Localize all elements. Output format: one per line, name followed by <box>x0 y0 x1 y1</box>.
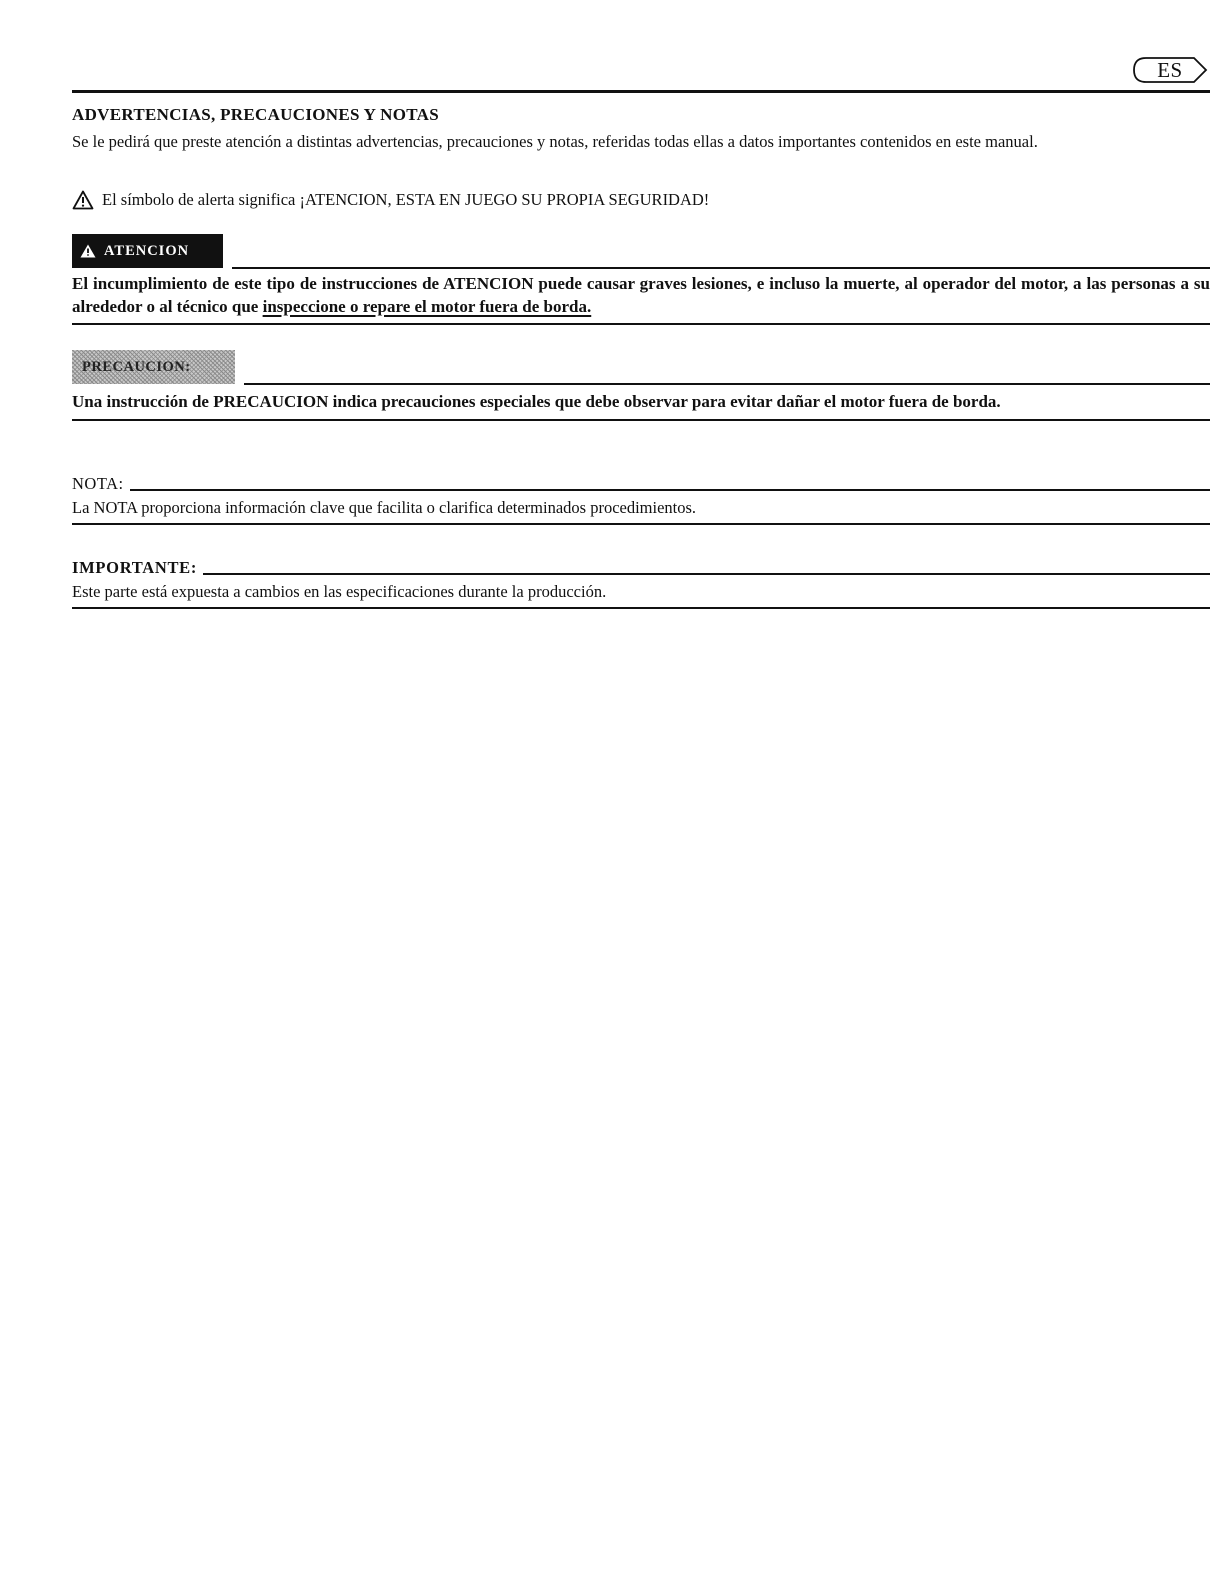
language-badge <box>1132 56 1208 84</box>
important-label: IMPORTANTE: <box>72 558 198 577</box>
caution-block <box>72 350 1210 421</box>
intro-paragraph: Se le pedirá que preste atención a distintas advertencias, precauciones y notas, referidas todas ellas a datos importantes contenidos en este manual. <box>72 132 1038 151</box>
warning-block <box>72 234 1210 325</box>
warning-label-rule <box>232 267 1210 269</box>
alert-statement-text: El símbolo de alerta significa ¡ATENCION, ESTA EN JUEGO SU PROPIA SEGURIDAD! <box>102 190 710 209</box>
important-label-rule <box>203 573 1210 575</box>
note-text: La NOTA proporciona información clave que facilita o clarifica determinados procedimientos. <box>72 498 697 517</box>
note-head <box>72 474 1210 494</box>
important-block <box>72 558 1210 609</box>
warning-label-row <box>72 234 1210 270</box>
warning-text-underlined: inspeccione o repare el motor fuera de borda. <box>262 297 592 316</box>
section-title: ADVERTENCIAS, PRECAUCIONES Y NOTAS <box>72 105 439 124</box>
caution-label-rule <box>244 383 1210 385</box>
caution-label-row <box>72 350 1210 386</box>
note-block <box>72 474 1210 525</box>
important-text: Este parte está expuesta a cambios en las especificaciones durante la producción. <box>72 582 607 601</box>
language-badge-text: ES <box>1157 58 1183 82</box>
intro-section <box>72 104 1210 153</box>
warning-bottom-rule <box>72 323 1210 325</box>
warning-label-icon <box>80 244 96 258</box>
warning-label-text: ATENCION <box>104 242 190 259</box>
note-label: NOTA: <box>72 474 124 493</box>
note-label-rule <box>130 489 1210 491</box>
caution-label: PRECAUCION: <box>72 350 235 384</box>
alert-statement-row <box>72 189 1210 211</box>
header-rule <box>72 90 1210 93</box>
note-bottom-rule <box>72 523 1210 525</box>
caution-bottom-rule <box>72 419 1210 421</box>
important-bottom-rule <box>72 607 1210 609</box>
warning-label <box>72 234 223 268</box>
caution-text: Una instrucción de PRECAUCION indica precauciones especiales que debe observar para evitar dañar el motor fuera de borda. <box>72 392 1001 411</box>
warning-text-main: El incumplimiento de este tipo de instrucciones de ATENCION puede causar graves lesiones, e incluso la muerte, al operador del motor, a las personas a su alrededor o al técnico que <box>72 274 1210 316</box>
important-head <box>72 558 1210 578</box>
warning-triangle-icon <box>72 190 94 210</box>
warning-text <box>72 272 1210 318</box>
